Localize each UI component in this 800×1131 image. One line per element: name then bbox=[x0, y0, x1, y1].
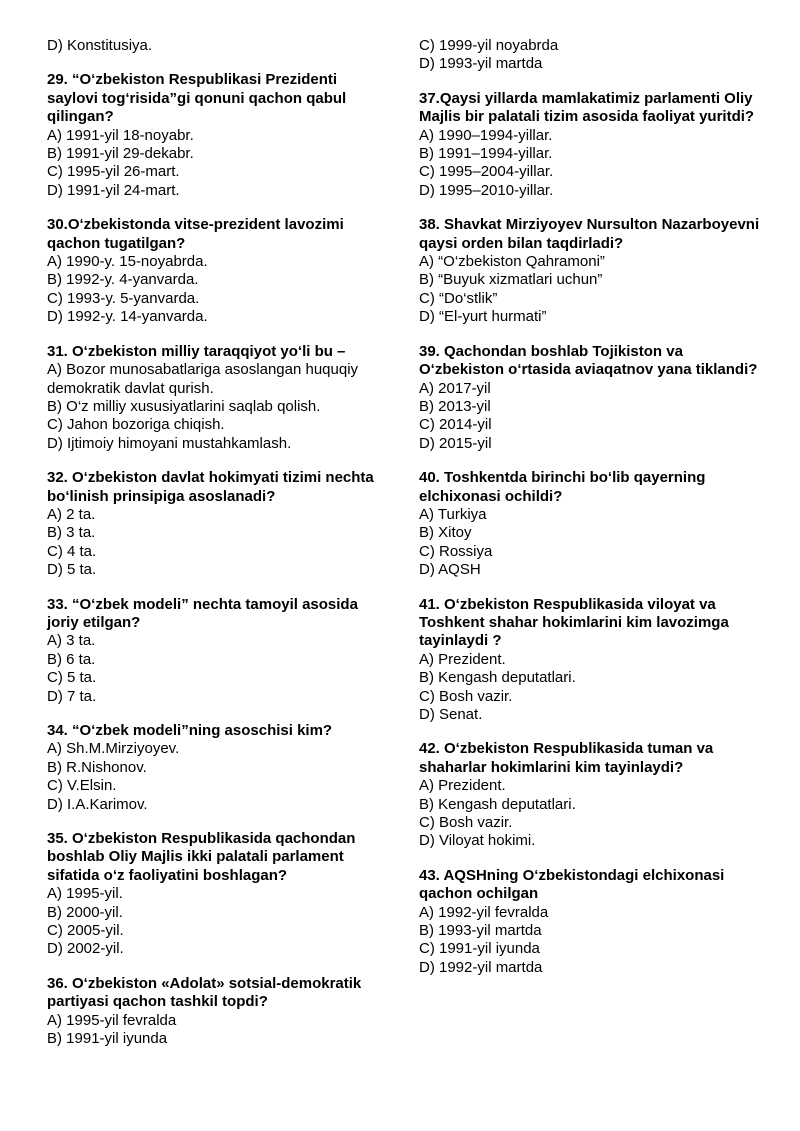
option-d: D) “El-yurt hurmati” bbox=[419, 308, 547, 326]
option-d: D) 1995–2010-yillar. bbox=[419, 181, 554, 199]
option-c: C) 1995–2004-yillar. bbox=[419, 163, 554, 181]
question-31 bbox=[47, 343, 392, 453]
option-b: B) 3 ta. bbox=[47, 524, 96, 542]
question-41 bbox=[419, 596, 764, 725]
right-column bbox=[419, 37, 764, 993]
option-b: B) 1991-yil iyunda bbox=[47, 1030, 168, 1048]
question-29 bbox=[47, 71, 392, 200]
question-38 bbox=[419, 216, 764, 326]
lead-option: D) Konstitusiya. bbox=[47, 37, 153, 54]
question-title: 32. O‘zbekiston davlat hokimyati tizimi nechta bo‘linish prinsipiga asoslanadi? bbox=[47, 469, 374, 505]
question-title: 35. O‘zbekiston Respublikasida qachondan boshlab Oliy Majlis ikki palatali parlament sifatida o‘z faoliyatini boshlagan? bbox=[47, 830, 356, 884]
option-a: A) 1990–1994-yillar. bbox=[419, 126, 553, 144]
option-a: A) 2017-yil bbox=[419, 379, 491, 397]
option-b: B) 1993-yil martda bbox=[419, 922, 542, 940]
option-b: B) Xitoy bbox=[419, 524, 472, 542]
option-a: A) 1995-yil fevralda bbox=[47, 1011, 177, 1029]
question-39 bbox=[419, 343, 764, 453]
option-a: A) Turkiya bbox=[419, 505, 487, 523]
option-d: D) Ijtimoiy himoyani mustahkamlash. bbox=[47, 434, 292, 452]
option-c: C) 2014-yil bbox=[419, 416, 492, 434]
question-title: 31. O‘zbekiston milliy taraqqiyot yo‘li bu – bbox=[47, 342, 346, 360]
question-40 bbox=[419, 469, 764, 579]
option-b: B) “Buyuk xizmatlari uchun” bbox=[419, 271, 603, 289]
option-b: B) Kengash deputatlari. bbox=[419, 669, 576, 687]
option-b: B) 1992-y. 4-yanvarda. bbox=[47, 271, 199, 289]
question-32 bbox=[47, 469, 392, 579]
option-b: B) O‘z milliy xususiyatlarini saqlab qolish. bbox=[47, 397, 321, 415]
option-d: D) Senat. bbox=[419, 706, 483, 723]
option-a: A) 1992-yil fevralda bbox=[419, 903, 549, 921]
option-a: A) 1990-y. 15-noyabrda. bbox=[47, 253, 208, 271]
option-c: C) Bosh vazir. bbox=[419, 814, 513, 832]
option-a: A) Prezident. bbox=[419, 650, 506, 668]
question-title: 43. AQSHning O‘zbekistondagi elchixonasi qachon ochilgan bbox=[419, 866, 725, 903]
question-36 bbox=[47, 975, 392, 1049]
option-b: B) R.Nishonov. bbox=[47, 758, 147, 776]
question-title: 38. Shavkat Mirziyoyev Nursulton Nazarboyevni qaysi orden bilan taqdirladi? bbox=[419, 216, 760, 252]
option-c: C) 4 ta. bbox=[47, 542, 97, 560]
option-d: D) 1992-yil martda bbox=[419, 958, 543, 976]
option-a: A) 1995-yil. bbox=[47, 885, 123, 903]
question-34 bbox=[47, 722, 392, 814]
question-33 bbox=[47, 596, 392, 706]
left-column bbox=[47, 37, 392, 1065]
option-c: C) 5 ta. bbox=[47, 669, 97, 687]
option-d: D) Viloyat hokimi. bbox=[419, 832, 536, 850]
option-b: B) 1991-yil 29-dekabr. bbox=[47, 145, 194, 163]
question-title: 42. O‘zbekiston Respublikasida tuman va shaharlar hokimlarini kim tayinlaydi? bbox=[419, 740, 714, 776]
question-title: 37.Qaysi yillarda mamlakatimiz parlamenti Oliy Majlis bir palatali tizim asosida faoliyat yuritdi? bbox=[419, 89, 755, 126]
option-b: B) 1991–1994-yillar. bbox=[419, 145, 553, 163]
option-a: A) Prezident. bbox=[419, 777, 506, 795]
option-d: D) 1992-y. 14-yanvarda. bbox=[47, 308, 208, 326]
option-d: D) AQSH bbox=[419, 561, 481, 579]
question-42 bbox=[419, 740, 764, 850]
option-c: C) 2005-yil. bbox=[47, 922, 124, 940]
question-title: 41. O‘zbekiston Respublikasida viloyat va Toshkent shahar hokimlarini kim lavozimga tayinlaydi ? bbox=[419, 595, 729, 650]
question-30 bbox=[47, 216, 392, 326]
option-c: C) 1991-yil iyunda bbox=[419, 940, 540, 958]
question-35 bbox=[47, 830, 392, 959]
question-43 bbox=[419, 867, 764, 977]
question-title: 39. Qachondan boshlab Tojikiston va O‘zbekiston o‘rtasida aviaqatnov yana tiklandi? bbox=[419, 342, 758, 379]
option-c: C) “Do‘stlik” bbox=[419, 289, 498, 307]
option-a: A) 2 ta. bbox=[47, 505, 96, 523]
option-d: D) 2015-yil bbox=[419, 434, 492, 452]
option-a: A) 1991-yil 18-noyabr. bbox=[47, 126, 194, 144]
option-a: A) Bozor munosabatlariga asoslangan huquqiy demokratik davlat qurish. bbox=[47, 361, 359, 397]
question-title: 30.O‘zbekistonda vitse-prezident lavozimi qachon tugatilgan? bbox=[47, 216, 344, 252]
option-d: D) I.A.Karimov. bbox=[47, 795, 148, 813]
question-title: 29. “O‘zbekiston Respublikasi Prezidenti saylovi tog‘risida”gi qonuni qachon qabul qilingan? bbox=[47, 71, 347, 126]
option-c: C) Jahon bozoriga chiqish. bbox=[47, 416, 225, 434]
question-title: 33. “O‘zbek modeli” nechta tamoyil asosida joriy etilgan? bbox=[47, 595, 358, 631]
option-b: B) 2000-yil. bbox=[47, 903, 123, 921]
option-a: A) “O‘zbekiston Qahramoni” bbox=[419, 253, 605, 271]
option-c: C) 1993-y. 5-yanvarda. bbox=[47, 289, 200, 307]
option-b: B) 2013-yil bbox=[419, 397, 491, 415]
option-d: D) 2002-yil. bbox=[47, 940, 124, 958]
lead-option: D) 1993-yil martda bbox=[419, 55, 543, 73]
option-d: D) 7 ta. bbox=[47, 687, 97, 705]
lead-option: C) 1999-yil noyabrda bbox=[419, 37, 559, 54]
option-b: B) Kengash deputatlari. bbox=[419, 795, 576, 813]
question-title: 36. O‘zbekiston «Adolat» sotsial-demokratik partiyasi qachon tashkil topdi? bbox=[47, 974, 362, 1011]
option-a: A) 3 ta. bbox=[47, 632, 96, 650]
option-d: D) 1991-yil 24-mart. bbox=[47, 181, 180, 199]
option-c: C) 1995-yil 26-mart. bbox=[47, 163, 180, 181]
option-c: C) V.Elsin. bbox=[47, 777, 117, 795]
option-c: C) Rossiya bbox=[419, 542, 493, 560]
option-c: C) Bosh vazir. bbox=[419, 687, 513, 705]
question-37 bbox=[419, 90, 764, 200]
option-a: A) Sh.M.Mirziyoyev. bbox=[47, 740, 180, 758]
question-title: 34. “O‘zbek modeli”ning asoschisi kim? bbox=[47, 722, 333, 739]
option-d: D) 5 ta. bbox=[47, 561, 97, 579]
question-title: 40. Toshkentda birinchi bo‘lib qayerning elchixonasi ochildi? bbox=[419, 469, 706, 505]
option-b: B) 6 ta. bbox=[47, 650, 96, 668]
